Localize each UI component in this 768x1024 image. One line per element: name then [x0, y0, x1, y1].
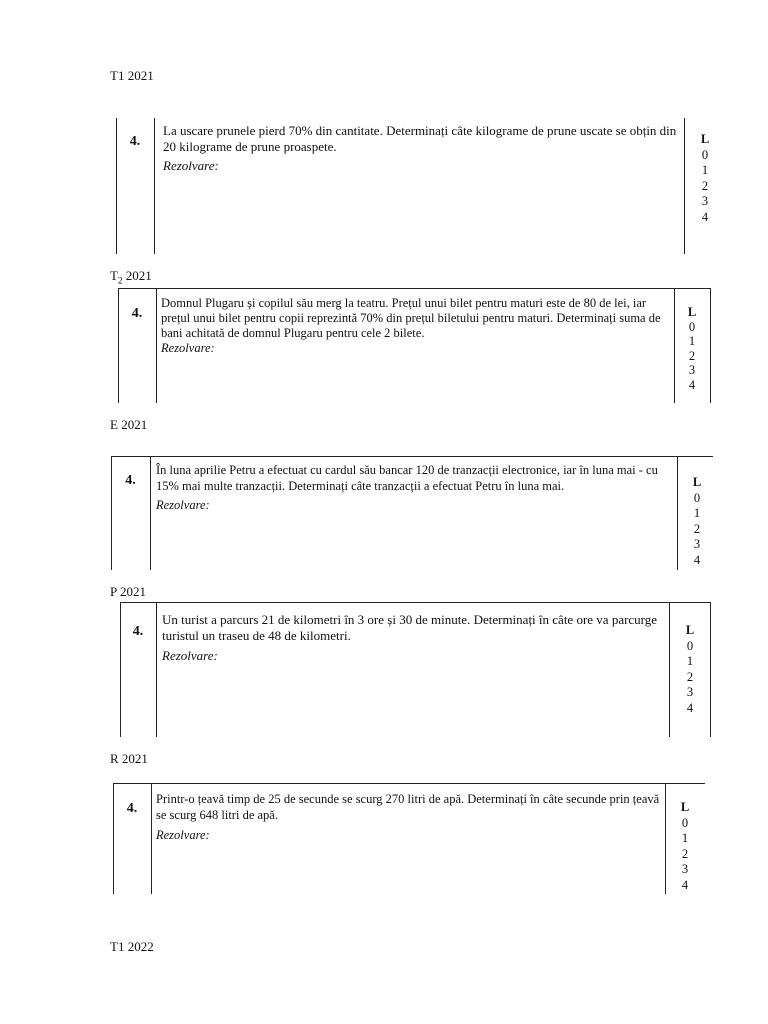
score-column	[678, 305, 706, 392]
problem-statement: În luna aprilie Petru a efectuat cu cardul său bancar 120 de tranzacții electronice, iar în luna mai - cu 15% mai multe tranzacții. Determinați câte tranzacții a efectuat Petru în luna mai.	[156, 463, 658, 493]
score-0: 0	[688, 319, 696, 334]
score-3: 3	[681, 862, 689, 876]
problem-table-e-2021	[111, 456, 713, 570]
problem-number: 4.	[132, 624, 144, 639]
resolution-label: Rezolvare:	[163, 158, 219, 173]
problem-text	[162, 612, 667, 664]
problem-statement: Un turist a parcurs 21 de kilometri în 3 ore și 30 de minute. Determinați în câte ore va parcurge turistul un traseu de 48 de kilometri.	[162, 612, 658, 643]
score-3: 3	[686, 685, 694, 699]
section-heading-e-2021: E 2021	[110, 417, 148, 432]
resolution-label: Rezolvare:	[156, 828, 210, 842]
score-2: 2	[701, 178, 709, 193]
score-column	[671, 800, 699, 893]
problem-number: 4.	[131, 306, 143, 321]
score-4: 4	[681, 877, 689, 892]
problem-table-t2-2021	[118, 288, 711, 403]
score-1: 1	[701, 163, 709, 177]
score-4: 4	[701, 209, 709, 224]
problem-number: 4.	[125, 473, 136, 488]
score-header: L	[687, 305, 697, 319]
score-2: 2	[681, 846, 689, 861]
resolution-label: Rezolvare:	[161, 341, 215, 355]
score-0: 0	[701, 147, 709, 162]
score-3: 3	[701, 194, 709, 208]
score-column	[683, 475, 711, 568]
score-0: 0	[681, 815, 689, 830]
problem-table-r-2021	[113, 783, 705, 894]
heading-letter: T	[110, 268, 118, 283]
problem-text	[163, 123, 678, 174]
problem-number: 4.	[129, 134, 141, 149]
problem-text	[156, 791, 661, 843]
score-2: 2	[693, 521, 701, 536]
heading-year: 2021	[122, 268, 152, 283]
problem-table-p-2021	[120, 602, 711, 737]
resolution-label: Rezolvare:	[156, 498, 210, 512]
score-header: L	[700, 132, 710, 146]
section-heading-t1-2021: T1 2021	[110, 68, 154, 83]
score-1: 1	[681, 831, 689, 845]
score-4: 4	[688, 377, 696, 392]
score-2: 2	[686, 669, 694, 684]
score-4: 4	[686, 700, 694, 715]
score-0: 0	[686, 638, 694, 653]
score-header: L	[685, 623, 695, 637]
problem-text	[161, 296, 671, 356]
problem-statement: Domnul Plugaru și copilul său merg la teatru. Prețul unui bilet pentru maturi este de 80 de lei, iar prețul unui bilet pentru copii reprezintă 70% din prețul biletului pentru maturi. Determinați suma de bani achitată de domnul Plugaru pentru cele 2 bilete.	[161, 296, 661, 340]
section-heading-t1-2022: T1 2022	[110, 939, 154, 954]
score-2: 2	[688, 348, 696, 363]
problem-statement: Printr-o țeavă timp de 25 de secunde se scurg 270 litri de apă. Determinați în câte secunde prin țeavă se scurg 648 litri de apă.	[156, 792, 660, 822]
heading-subscript: 2	[117, 275, 123, 286]
section-heading-r-2021: R 2021	[110, 751, 148, 766]
score-3: 3	[688, 363, 696, 377]
problem-table-t1-2021	[116, 118, 712, 254]
score-column	[691, 132, 719, 225]
problem-number: 4.	[126, 801, 138, 816]
score-1: 1	[688, 334, 696, 348]
score-header: L	[692, 475, 702, 489]
score-1: 1	[693, 506, 701, 520]
score-header: L	[680, 800, 690, 814]
problem-text	[156, 462, 676, 513]
resolution-label: Rezolvare:	[162, 648, 218, 663]
score-column	[676, 623, 704, 716]
score-3: 3	[693, 537, 701, 551]
section-heading-t2-2021	[110, 269, 152, 288]
problem-statement: La uscare prunele pierd 70% din cantitate. Determinați câte kilograme de prune uscate se obțin din 20 kilograme de prune proaspete.	[163, 123, 677, 154]
score-4: 4	[693, 552, 701, 567]
score-0: 0	[693, 490, 701, 505]
section-heading-p-2021: P 2021	[110, 584, 146, 599]
score-1: 1	[686, 654, 694, 668]
